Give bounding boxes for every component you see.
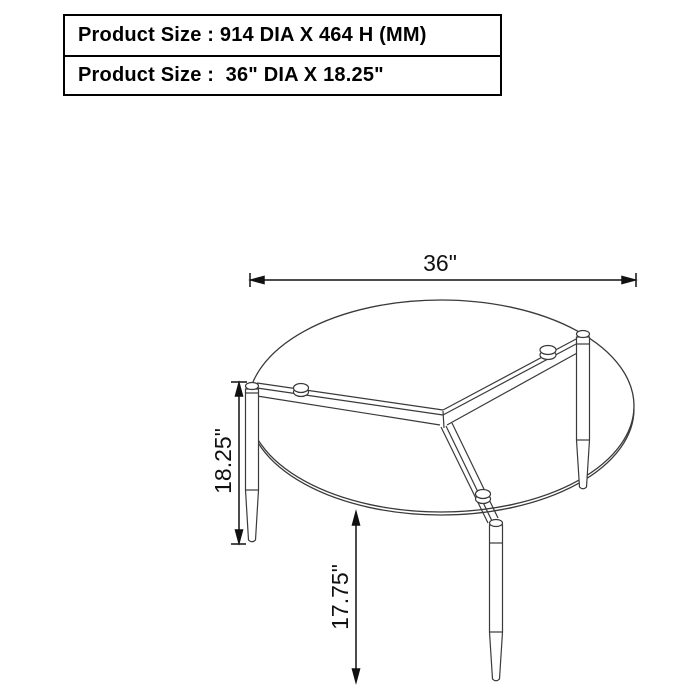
dim-leg-arrow-up	[353, 512, 360, 525]
right-leg-cap	[577, 331, 590, 338]
left-leg-cap	[246, 383, 259, 390]
dim-leg-arrow-down	[353, 669, 360, 682]
legs	[246, 331, 590, 681]
left-leg-body	[246, 389, 259, 542]
frame-hub-edge	[443, 411, 444, 428]
frame-bar-right	[443, 338, 579, 425]
frame-bars	[257, 338, 579, 523]
dim-diameter-arrow-right	[622, 277, 635, 284]
product-size-mm-label: Product Size : 914 DIA X 464 H (MM)	[78, 24, 427, 46]
dimension-diameter	[250, 250, 636, 287]
product-size-inch-label: Product Size : 36" DIA X 18.25"	[78, 64, 384, 86]
dim-leg-label: 17.75"	[327, 564, 353, 630]
dimension-total-height	[210, 382, 247, 544]
glass-support-left	[294, 384, 309, 397]
front-leg-body	[490, 525, 503, 681]
dim-height-arrow-down	[236, 530, 243, 543]
dim-diameter-arrow-left	[251, 277, 264, 284]
dim-height-label: 18.25"	[210, 428, 236, 494]
glass-supports	[294, 346, 557, 504]
right-leg	[577, 331, 590, 489]
frame-bar-left	[257, 383, 443, 425]
left-leg	[246, 383, 259, 542]
front-leg	[490, 520, 503, 681]
right-leg-body	[577, 337, 590, 489]
dimension-leg-height	[327, 512, 360, 682]
glass-support-front	[476, 490, 491, 504]
dim-height-arrow-up	[236, 383, 243, 396]
glass-support-right	[540, 346, 556, 360]
front-leg-cap	[490, 520, 503, 527]
dim-diameter-label: 36"	[423, 250, 457, 276]
